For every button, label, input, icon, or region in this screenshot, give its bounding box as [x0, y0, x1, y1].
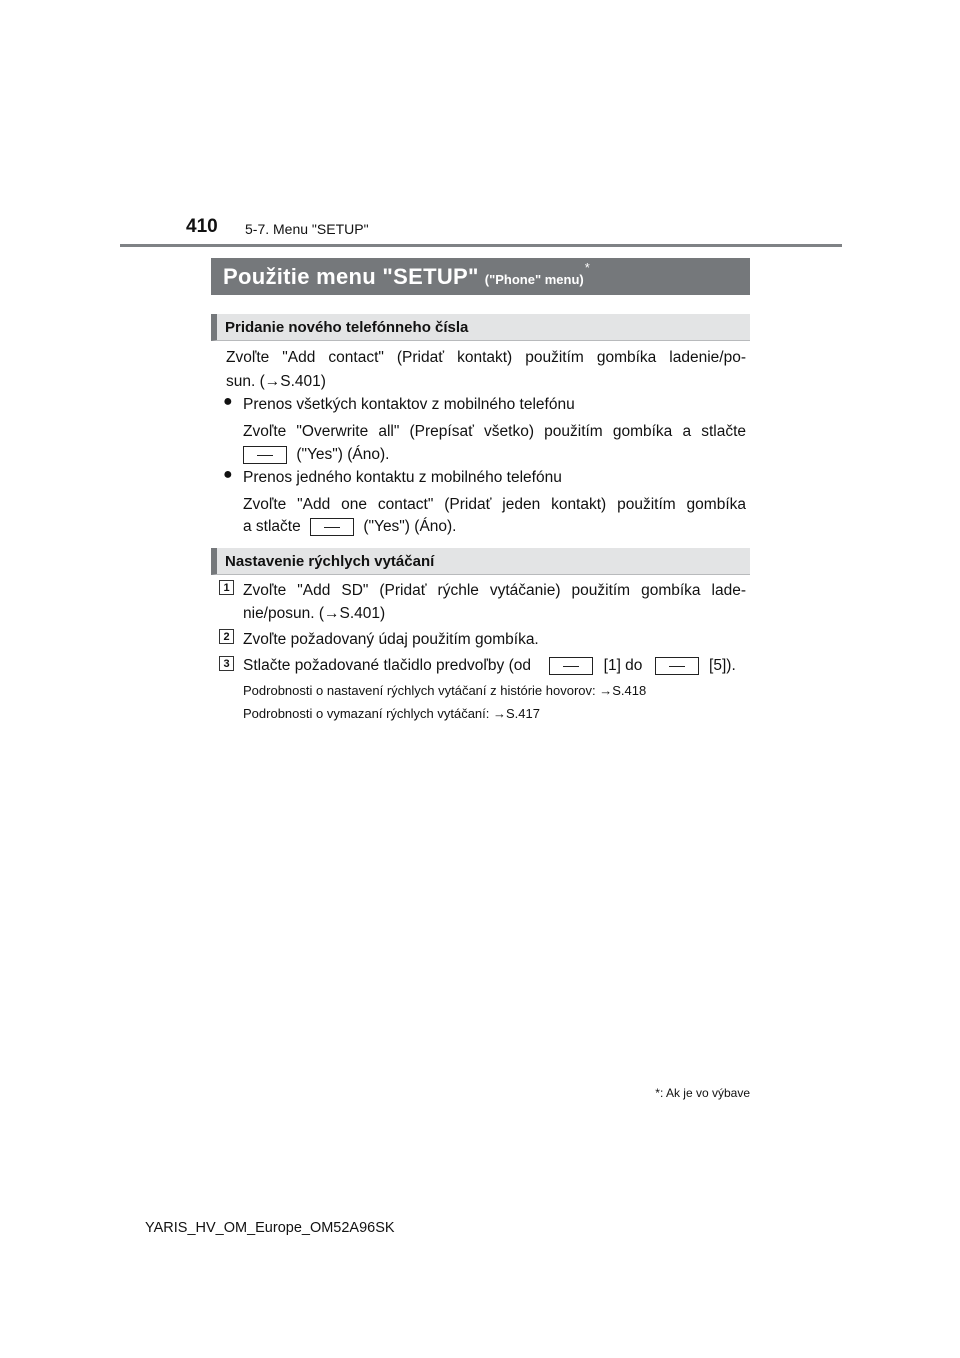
page-number: 410: [186, 216, 218, 237]
header-divider: [120, 244, 842, 247]
section-header: 5-7. Menu "SETUP": [245, 221, 369, 237]
availability-star: *: [584, 260, 590, 275]
bullet2-line-2: a stlačte ("Yes") (Áno).: [243, 518, 457, 535]
screen-button-icon: [655, 657, 699, 675]
bullet2-title: Prenos jedného kontaktu z mobilného telefónu: [243, 469, 562, 486]
screen-button-icon: [549, 657, 593, 675]
step-number-3: 3: [219, 656, 234, 671]
note-delete: Podrobnosti o vymazaní rýchlych vytáčaní: →S.417: [243, 706, 540, 721]
step-number-1: 1: [219, 580, 234, 595]
bullet-icon: ●: [223, 393, 233, 410]
bullet-icon: ●: [223, 466, 233, 483]
intro-line-2: sun. (→S.401): [226, 373, 326, 390]
step2-text: Zvoľte požadovaný údaj použitím gombíka.: [243, 631, 539, 648]
footnote: *: Ak je vo výbave: [655, 1086, 750, 1100]
page-title-sub: ("Phone" menu): [484, 272, 584, 287]
step-number-2: 2: [219, 629, 234, 644]
note-history: Podrobnosti o nastavení rýchlych vytáčaní z histórie hovorov: →S.418: [243, 683, 647, 698]
screen-button-icon: [310, 518, 354, 536]
intro-line-1: Zvoľte "Add contact" (Pridať kontakt) použitím gombíka ladenie/po-: [226, 349, 746, 366]
bullet1-title: Prenos všetkých kontaktov z mobilného telefónu: [243, 396, 575, 413]
section-heading-speed-dial: Nastavenie rýchlych vytáčaní: [211, 548, 750, 575]
bullet2-line-1: Zvoľte "Add one contact" (Pridať jeden kontakt) použitím gombíka: [243, 496, 746, 513]
section-heading-add-number: Pridanie nového telefónneho čísla: [211, 314, 750, 341]
bullet1-line-2: ("Yes") (Áno).: [238, 443, 389, 467]
bullet1-line-1: Zvoľte "Overwrite all" (Prepísať všetko) použitím gombíka a stlačte: [243, 423, 746, 440]
page-title: Použitie menu "SETUP": [223, 263, 479, 289]
step1-line-2: nie/posun. (→S.401): [243, 605, 386, 622]
page-title-bar: [211, 258, 750, 295]
step3-text: Stlačte požadované tlačidlo predvoľby (od [1] do [5]).: [243, 657, 736, 674]
step1-line-1: Zvoľte "Add SD" (Pridať rýchle vytáčanie) použitím gombíka lade-: [243, 582, 746, 599]
document-code: YARIS_HV_OM_Europe_OM52A96SK: [145, 1220, 395, 1236]
screen-button-icon: [243, 446, 287, 464]
